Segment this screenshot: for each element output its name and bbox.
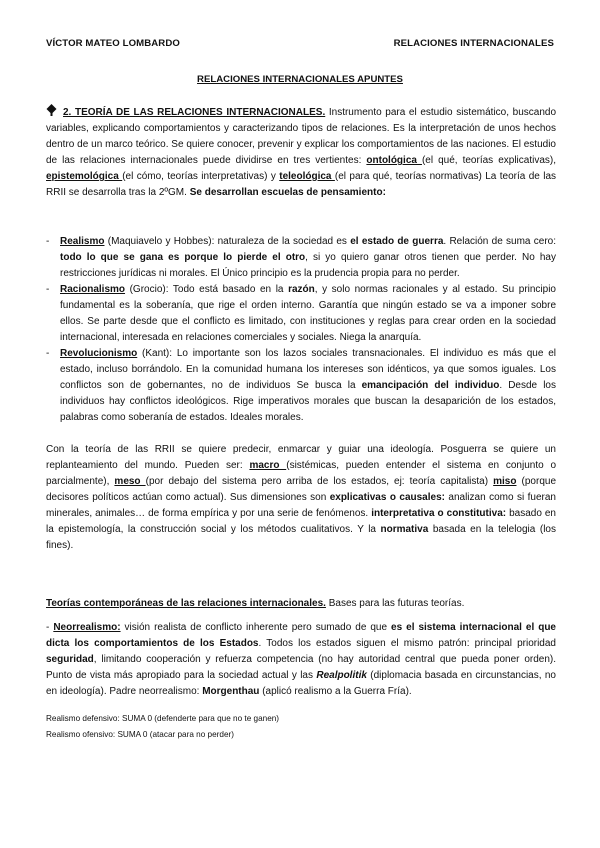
text-bold: Se desarrollan escuelas de pensamiento: (189, 187, 386, 198)
term-miso: miso (493, 476, 517, 487)
text-bold: todo lo que se gana es porque lo pierde el otro (60, 252, 306, 263)
text-bold: el estado de guerra (350, 236, 444, 247)
text: Bases para las futuras teorías. (325, 598, 465, 609)
text: , y solo normas racionales y al estado. Su principio fundamental es la soberanía, que rige el orden interno. Garantía que ningún estado se va a imponer sobre ellos. Se parte desde que el conflicto es limitado, con instituciones y reglas para crear orden en la sociedad internacional, interesada en relaciones comerciales y sociales. Niega la anarquía. (60, 284, 556, 343)
contemporary-heading-line (46, 596, 556, 612)
list-dash: - (46, 284, 50, 295)
section-2-heading: 2. TEORÍA DE LAS RELACIONES INTERNACIONALES. (63, 107, 326, 118)
note-realismo-defensivo: Realismo defensivo: SUMA 0 (defenderte para que no te ganen) (46, 714, 280, 723)
text-bold: emancipación del individuo (361, 380, 500, 391)
text: , limitando cooperación y refuerza competencia (no hay autoridad central que pueda poner orden). Punto de vista más apropiado para la sociedad actual y las (46, 654, 556, 681)
header-subject: RELACIONES INTERNACIONALES (393, 38, 554, 49)
neorrealismo-paragraph (46, 620, 556, 700)
text: . Relación de suma cero: (443, 236, 556, 247)
text-bold: seguridad (46, 654, 94, 665)
diamond-bullet-icon (46, 104, 57, 116)
text: analizan como si fueran minerales, animales… de forma empírica y por una serie de fenómenos. (46, 492, 556, 519)
list-dash: - (46, 236, 50, 247)
text: (por debajo del sistema pero arriba de los estados, ej: teoría capitalista) (145, 476, 494, 487)
note-realismo-ofensivo: Realismo ofensivo: SUMA 0 (atacar para no perder) (46, 730, 234, 739)
text-bold: normativa (380, 524, 429, 535)
list-item-realismo (46, 234, 556, 282)
term-racionalismo: Racionalismo (60, 284, 126, 295)
text: visión realista de conflicto inherente pero sumado de que (120, 622, 392, 633)
text: , si yo quiero ganar otros tienen que perder. No hay restricciones jurídicas ni morales. El Único principio es la prudencia propia para no perder. (60, 252, 556, 279)
term-epistemologica: epistemológica (46, 171, 123, 182)
term-neorrealismo: Neorrealismo: (53, 622, 121, 633)
list-item-racionalismo (46, 282, 556, 346)
section-2-paragraph (46, 104, 556, 201)
text: (Maquiavelo y Hobbes): (104, 236, 218, 247)
text-bold: razón (288, 284, 315, 295)
text-bold: interpretativa o constitutiva: (371, 508, 507, 519)
term-meso: meso (114, 476, 146, 487)
term-realismo: Realismo (60, 236, 105, 247)
text: (sistémicas, pueden entender el sistema en conjunto o parcialmente), (46, 460, 557, 487)
text: (Grocio): Todo está basado en la (125, 284, 289, 295)
header-author: VÍCTOR MATEO LOMBARDO (46, 38, 180, 49)
schools-list (46, 234, 556, 426)
text-bold: explicativas o causales: (329, 492, 445, 503)
list-dash: - (46, 622, 54, 633)
text: (porque decisores políticos actúan como actual). Sus dimensiones son (46, 476, 557, 503)
text: Con la teoría de las RRII se quiere predecir, enmarcar y guiar una ideología. Posguerra se quiere un replanteamiento del mundo. Pueden ser: (46, 444, 556, 471)
contemporary-heading: Teorías contemporáneas de las relaciones internacionales. (46, 598, 326, 609)
text-bold: Morgenthau (202, 686, 260, 697)
list-item-revolucionismo (46, 346, 556, 426)
text: Instrumento para el estudio sistemático, buscando variables, explicando comportamientos y caracterizando tipos de relaciones. Es la interpretación de unos hechos dentro de un marco teórico. Se quiere conocer, prevenir y explicar los comportamientos de las naciones. El estudio de las relaciones internacionales puede dividirse en tres vertientes: (46, 107, 557, 166)
text: (diplomacia basada en circunstancias, no en ideología). Padre neorrealismo: (46, 670, 556, 697)
text: . Todos los estados siguen el mismo patrón: principal prioridad (258, 638, 556, 649)
term-realpolitik: Realpolitik (316, 670, 367, 681)
text: (Kant): Lo importante son los lazos sociales transnacionales. El individuo es más que el estado, incluso borrándolo. En la comunidad humana los intereses son idénticos, ya que somos iguales. Los conflictos son de gobernantes, no de individuos Se busca la (60, 348, 556, 391)
theory-paragraph (46, 442, 556, 554)
term-teleologica: teleológica (279, 171, 335, 182)
text: . Desde los individuos hay conflictos ideológicos. Rige imperativos morales que buscan la desaparición de los estados, palabras como soberanía de estados. Ideales morales. (60, 380, 556, 423)
text: (aplicó realismo a la Guerra Fría). (259, 686, 412, 697)
text: basado en la epistemología, la construcción social y los métodos cualitativos. Y la (46, 508, 556, 535)
text: (el cómo, teorías interpretativas) y (122, 171, 280, 182)
text: naturaleza de la sociedad es (217, 236, 351, 247)
term-ontologica: ontológica (366, 155, 422, 166)
text: (el qué, teorías explicativas), (421, 155, 556, 166)
text: (el para qué, teorías normativas) La teoría de las RRII se desarrolla tras la 2ºGM. (46, 171, 557, 198)
term-macro: macro (249, 460, 287, 471)
text: basada en la telelogia (los fines). (46, 524, 556, 551)
term-revolucionismo: Revolucionismo (60, 348, 138, 359)
text-bold: es el sistema internacional el que dicta los comportamientos de los Estados (46, 622, 556, 649)
page-title: RELACIONES INTERNACIONALES APUNTES (197, 74, 403, 85)
list-dash: - (46, 348, 50, 359)
